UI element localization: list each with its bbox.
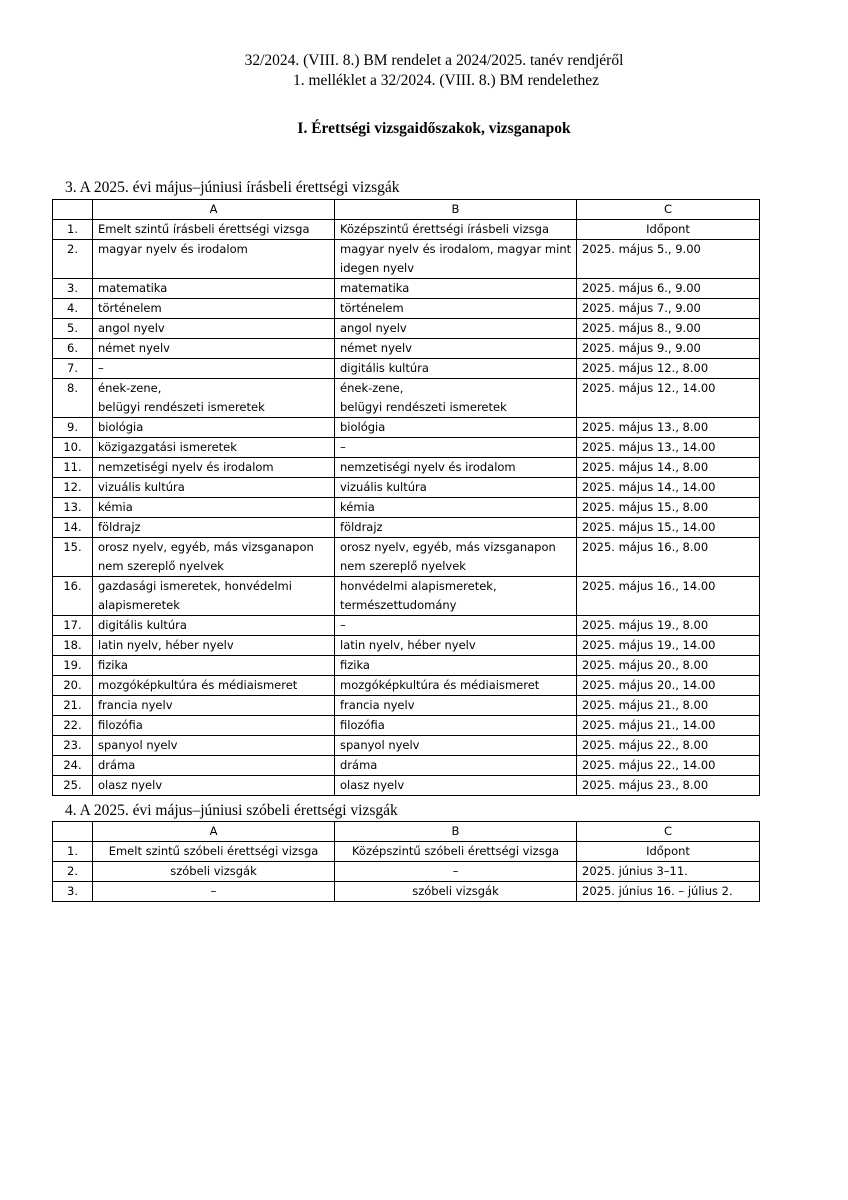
table-cell: gazdasági ismeretek, honvédelmi alapismeretek — [93, 577, 335, 616]
table-cell: ének-zene, belügyi rendészeti ismeretek — [93, 379, 335, 418]
row-number: 10. — [53, 438, 93, 458]
row-number: 25. — [53, 776, 93, 796]
table-cell: Időpont — [577, 842, 760, 862]
table-cell: 2025. május 21., 14.00 — [577, 716, 760, 736]
table-cell: angol nyelv — [335, 319, 577, 339]
table-cell: – — [335, 862, 577, 882]
row-number: 16. — [53, 577, 93, 616]
table-cell: orosz nyelv, egyéb, más vizsganapon nem szereplő nyelvek — [93, 538, 335, 577]
row-number: 11. — [53, 458, 93, 478]
table-cell: 2025. május 23., 8.00 — [577, 776, 760, 796]
table-row — [53, 418, 760, 438]
table-cell: honvédelmi alapismeretek, természettudomány — [335, 577, 577, 616]
table-cell: Időpont — [577, 220, 760, 240]
table-row — [53, 577, 760, 616]
table-cell: – — [335, 438, 577, 458]
row-number: 13. — [53, 498, 93, 518]
row-number: 17. — [53, 616, 93, 636]
table-row — [53, 842, 760, 862]
table-cell: nemzetiségi nyelv és irodalom — [93, 458, 335, 478]
written-exams-table — [52, 199, 760, 796]
written-exams-title: 3. A 2025. évi május–júniusi írásbeli érettségi vizsgák — [65, 179, 400, 196]
table-row — [53, 716, 760, 736]
table-cell: 2025. május 12., 14.00 — [577, 379, 760, 418]
column-letter: B — [335, 200, 577, 220]
table-cell: – — [93, 359, 335, 379]
table-row — [53, 756, 760, 776]
table-cell: 2025. május 6., 9.00 — [577, 279, 760, 299]
table-cell: digitális kultúra — [93, 616, 335, 636]
row-number: 24. — [53, 756, 93, 776]
table-row — [53, 379, 760, 418]
table-cell: spanyol nyelv — [335, 736, 577, 756]
row-number: 20. — [53, 676, 93, 696]
oral-exams-table — [52, 821, 760, 902]
table-row — [53, 676, 760, 696]
row-number: 18. — [53, 636, 93, 656]
table-cell: 2025. május 8., 9.00 — [577, 319, 760, 339]
table-cell: kémia — [93, 498, 335, 518]
table-cell: szóbeli vizsgák — [93, 862, 335, 882]
document-header-line1: 32/2024. (VIII. 8.) BM rendelet a 2024/2025. tanév rendjéről — [244, 52, 624, 69]
table-row — [53, 498, 760, 518]
row-number: 3. — [53, 279, 93, 299]
row-number: 19. — [53, 656, 93, 676]
row-number: 14. — [53, 518, 93, 538]
table-cell: 2025. május 15., 8.00 — [577, 498, 760, 518]
table-cell: olasz nyelv — [335, 776, 577, 796]
table-cell: 2025. május 14., 14.00 — [577, 478, 760, 498]
table-cell: 2025. június 3–11. — [577, 862, 760, 882]
table-cell: – — [335, 616, 577, 636]
table-cell: földrajz — [335, 518, 577, 538]
column-letter: A — [93, 200, 335, 220]
table-row — [53, 696, 760, 716]
table-cell: 2025. május 15., 14.00 — [577, 518, 760, 538]
row-number: 2. — [53, 240, 93, 279]
document-header-line2: 1. melléklet a 32/2024. (VIII. 8.) BM rendelethez — [292, 72, 600, 89]
table-row — [53, 478, 760, 498]
table-cell: történelem — [93, 299, 335, 319]
row-number: 1. — [53, 220, 93, 240]
row-number: 7. — [53, 359, 93, 379]
table-row — [53, 438, 760, 458]
table-row — [53, 279, 760, 299]
row-number: 9. — [53, 418, 93, 438]
table-cell: 2025. május 22., 14.00 — [577, 756, 760, 776]
row-number: 4. — [53, 299, 93, 319]
table-cell: mozgóképkultúra és médiaismeret — [93, 676, 335, 696]
table-cell: 2025. május 5., 9.00 — [577, 240, 760, 279]
table-cell: dráma — [93, 756, 335, 776]
table-row — [53, 636, 760, 656]
row-number: 15. — [53, 538, 93, 577]
table-row — [53, 882, 760, 902]
corner-cell — [53, 822, 93, 842]
column-letter-row — [53, 822, 760, 842]
table-cell: francia nyelv — [93, 696, 335, 716]
table-cell: 2025. május 19., 8.00 — [577, 616, 760, 636]
table-cell: mozgóképkultúra és médiaismeret — [335, 676, 577, 696]
table-cell: 2025. május 20., 8.00 — [577, 656, 760, 676]
table-cell: orosz nyelv, egyéb, más vizsganapon nem szereplő nyelvek — [335, 538, 577, 577]
row-number: 1. — [53, 842, 93, 862]
table-cell: olasz nyelv — [93, 776, 335, 796]
table-cell: földrajz — [93, 518, 335, 538]
table-row — [53, 458, 760, 478]
table-cell: dráma — [335, 756, 577, 776]
table-cell: kémia — [335, 498, 577, 518]
row-number: 22. — [53, 716, 93, 736]
table-cell: filozófia — [93, 716, 335, 736]
table-cell: fizika — [335, 656, 577, 676]
table-row — [53, 616, 760, 636]
table-row — [53, 240, 760, 279]
table-cell: 2025. május 13., 8.00 — [577, 418, 760, 438]
table-cell: történelem — [335, 299, 577, 319]
table-cell: nemzetiségi nyelv és irodalom — [335, 458, 577, 478]
table-cell: 2025. május 21., 8.00 — [577, 696, 760, 716]
oral-exams-title: 4. A 2025. évi május–júniusi szóbeli érettségi vizsgák — [65, 802, 398, 819]
column-letter: B — [335, 822, 577, 842]
column-letter: C — [577, 200, 760, 220]
table-cell: szóbeli vizsgák — [335, 882, 577, 902]
table-cell: Középszintű érettségi írásbeli vizsga — [335, 220, 577, 240]
table-cell: digitális kultúra — [335, 359, 577, 379]
table-cell: magyar nyelv és irodalom — [93, 240, 335, 279]
table-cell: Középszintű szóbeli érettségi vizsga — [335, 842, 577, 862]
table-row — [53, 518, 760, 538]
table-cell: 2025. május 12., 8.00 — [577, 359, 760, 379]
row-number: 12. — [53, 478, 93, 498]
column-letter-row — [53, 200, 760, 220]
table-cell: 2025. május 16., 14.00 — [577, 577, 760, 616]
table-cell: 2025. május 20., 14.00 — [577, 676, 760, 696]
table-cell: filozófia — [335, 716, 577, 736]
table-cell: fizika — [93, 656, 335, 676]
row-number: 5. — [53, 319, 93, 339]
column-letter: C — [577, 822, 760, 842]
table-cell: biológia — [93, 418, 335, 438]
table-cell: ének-zene, belügyi rendészeti ismeretek — [335, 379, 577, 418]
row-number: 21. — [53, 696, 93, 716]
table-cell: biológia — [335, 418, 577, 438]
row-number: 2. — [53, 862, 93, 882]
row-number: 23. — [53, 736, 93, 756]
table-row — [53, 319, 760, 339]
table-cell: – — [93, 882, 335, 902]
table-cell: 2025. június 16. – július 2. — [577, 882, 760, 902]
table-cell: Emelt szintű írásbeli érettségi vizsga — [93, 220, 335, 240]
table-cell: 2025. május 13., 14.00 — [577, 438, 760, 458]
table-row — [53, 862, 760, 882]
column-letter: A — [93, 822, 335, 842]
table-cell: matematika — [93, 279, 335, 299]
table-row — [53, 339, 760, 359]
table-cell: 2025. május 19., 14.00 — [577, 636, 760, 656]
table-cell: angol nyelv — [93, 319, 335, 339]
table-cell: vizuális kultúra — [335, 478, 577, 498]
table-row — [53, 299, 760, 319]
table-cell: 2025. május 9., 9.00 — [577, 339, 760, 359]
corner-cell — [53, 200, 93, 220]
table-cell: francia nyelv — [335, 696, 577, 716]
table-cell: német nyelv — [335, 339, 577, 359]
table-row — [53, 656, 760, 676]
table-row — [53, 776, 760, 796]
table-cell: 2025. május 14., 8.00 — [577, 458, 760, 478]
table-cell: spanyol nyelv — [93, 736, 335, 756]
table-cell: latin nyelv, héber nyelv — [93, 636, 335, 656]
table-row — [53, 359, 760, 379]
document-title: I. Érettségi vizsgaidőszakok, vizsganapok — [297, 120, 571, 137]
table-row — [53, 538, 760, 577]
table-cell: vizuális kultúra — [93, 478, 335, 498]
table-row — [53, 220, 760, 240]
row-number: 6. — [53, 339, 93, 359]
row-number: 3. — [53, 882, 93, 902]
row-number: 8. — [53, 379, 93, 418]
table-cell: közigazgatási ismeretek — [93, 438, 335, 458]
table-cell: 2025. május 7., 9.00 — [577, 299, 760, 319]
table-cell: német nyelv — [93, 339, 335, 359]
table-cell: latin nyelv, héber nyelv — [335, 636, 577, 656]
table-cell: Emelt szintű szóbeli érettségi vizsga — [93, 842, 335, 862]
table-cell: matematika — [335, 279, 577, 299]
table-cell: magyar nyelv és irodalom, magyar mint idegen nyelv — [335, 240, 577, 279]
table-row — [53, 736, 760, 756]
table-cell: 2025. május 22., 8.00 — [577, 736, 760, 756]
table-cell: 2025. május 16., 8.00 — [577, 538, 760, 577]
